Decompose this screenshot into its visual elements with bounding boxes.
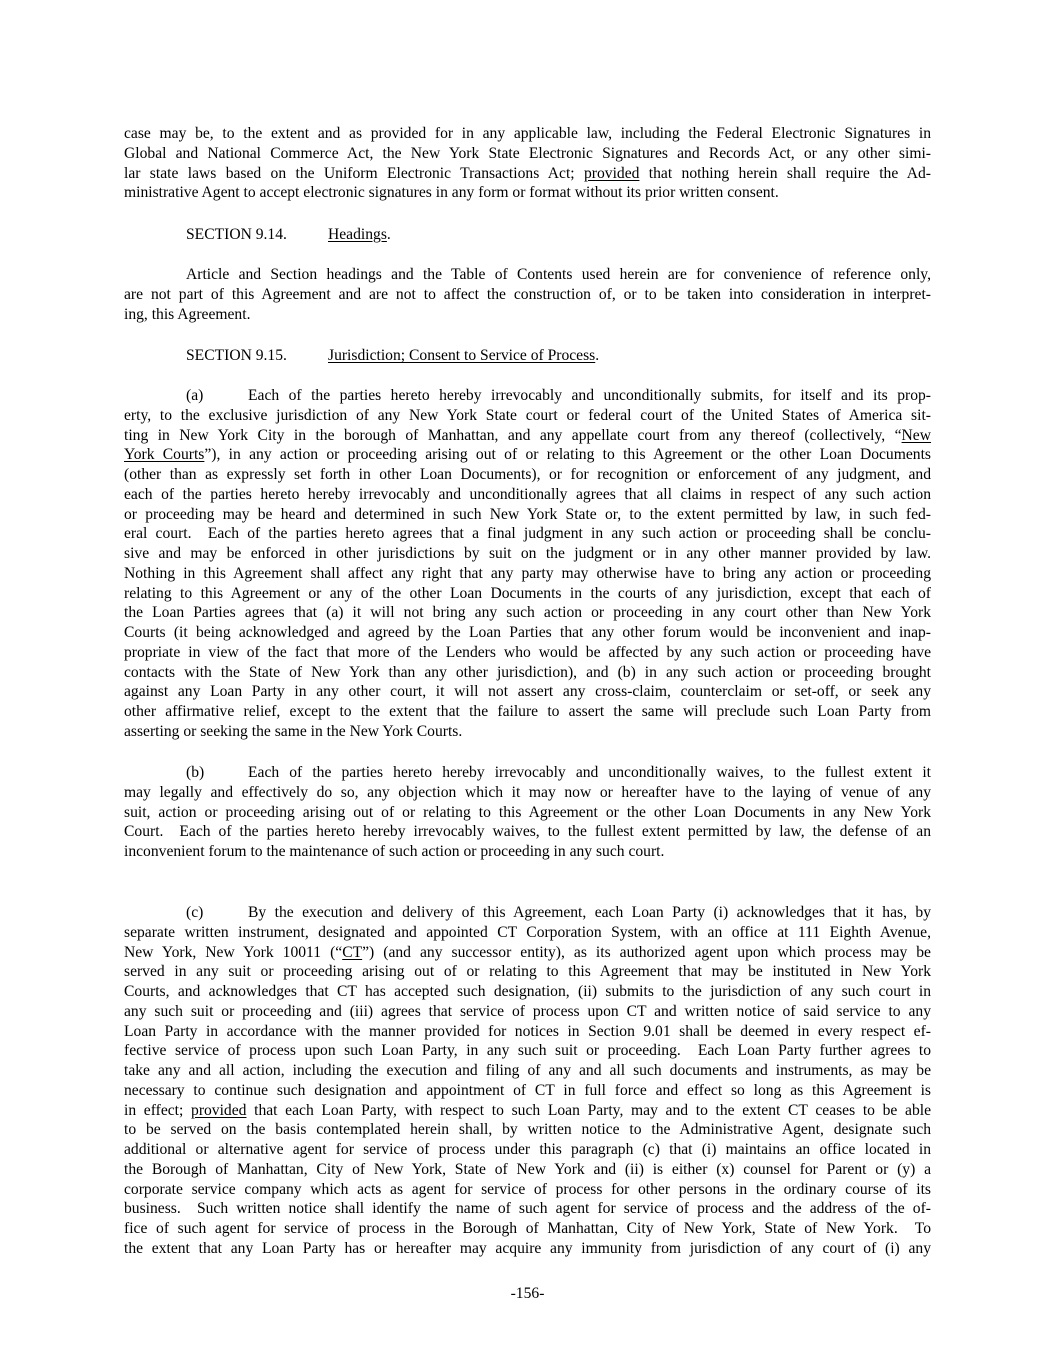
text-line: to be served on the basis contemplated herein shall, by written notice to the Administrative Agent, designate such: [124, 1121, 931, 1139]
provided-term: provided: [191, 1101, 247, 1119]
text-line: relating to this Agreement or any of the other Loan Documents in the courts of any jurisdiction, except that each of: [124, 584, 931, 602]
text-line: are not part of this Agreement and are not to affect the construction of, or to be taken into consideration in interpret-: [124, 285, 931, 303]
paragraph-marker: (b): [186, 764, 205, 781]
section-9-14-heading: SECTION 9.14. Headings.: [186, 226, 391, 243]
text-line: erty, to the exclusive jurisdiction of any New York State court or federal court of the United States of America sit-: [124, 406, 931, 424]
paragraph-marker: (a): [186, 387, 204, 404]
text-line: case may be, to the extent and as provided for in any applicable law, including the Federal Electronic Signatures in: [124, 125, 931, 142]
text-line: other affirmative relief, except to the extent that the failure to assert the same will preclude such Loan Party from: [124, 703, 931, 720]
text-line: the Borough of Manhattan, City of New York, State of New York and (ii) is either (x) counsel for Parent or (y) a: [124, 1160, 931, 1178]
text-line: (a) Each of the parties hereto hereby irrevocably and unconditionally submits, for itself and its prop-: [186, 387, 931, 404]
text-line: eral court. Each of the parties hereto agrees that a final judgment in any such action or proceeding shall be conclu-: [124, 525, 931, 543]
provided-term: provided: [583, 164, 640, 182]
text-line: (c) By the execution and delivery of this Agreement, each Loan Party (i) acknowledges that it has, by: [186, 904, 931, 921]
text-line: asserting or seeking the same in the New York Courts.: [124, 722, 463, 740]
text-line: (b) Each of the parties hereto hereby irrevocably and unconditionally waives, to the fullest extent it: [186, 764, 931, 781]
carryover-paragraph: [124, 124, 931, 203]
text-line: York Courts”), in any action or proceeding arising out of or relating to this Agreement or the other Loan Documents: [124, 446, 931, 464]
ct-term: CT: [342, 943, 363, 961]
paragraph-c: [124, 903, 931, 1259]
text-line: served in any suit or proceeding arising out of or relating to this Agreement that may be instituted in New York: [124, 963, 931, 981]
text-line: Court. Each of the parties hereto hereby irrevocably waives, to the fullest extent permitted by law, the defense of an: [124, 823, 931, 841]
text-line: fective service of process upon such Loan Party, in any such suit or proceeding. Each Loan Party further agrees to: [124, 1042, 931, 1060]
text-line: in effect; provided that each Loan Party, with respect to such Loan Party, may and to the extent CT ceases to be able: [124, 1101, 931, 1119]
text-line: the Loan Parties agrees that (a) it will not bring any such action or proceeding in any court other than New York: [124, 604, 931, 622]
text-line: Courts (it being acknowledged and agreed by the Loan Parties that any other forum would be inconvenient and inap-: [124, 624, 931, 641]
text-line: contacts with the State of New York than any other jurisdiction), and (b) in any such action or proceeding brought: [124, 663, 931, 681]
text-line: Loan Party in accordance with the manner provided for notices in Section 9.01 shall be deemed in every respect ef-: [124, 1022, 931, 1040]
section-title: Jurisdiction; Consent to Service of Process: [328, 347, 596, 364]
text-line: separate written instrument, designated and appointed CT Corporation System, with an office at 111 Eighth Avenue,: [124, 923, 931, 941]
page-number: -156-: [510, 1285, 545, 1302]
text-line: propriate in view of the fact that more of the Lenders who would be affected by any such action or proceeding have: [124, 643, 931, 661]
text-line: suit, action or proceeding arising out of or relating to this Agreement or the other Loan Documents in any New York: [124, 803, 931, 821]
text-line: the extent that any Loan Party has or hereafter may acquire any immunity from jurisdiction of any court of (i) any: [124, 1239, 931, 1257]
text-line: each of the parties hereto hereby irrevocably and unconditionally agrees that all claims in respect of any such action: [124, 485, 931, 503]
text-line: necessary to continue such designation and appointment of CT in full force and effect so long as this Agreement is: [124, 1081, 931, 1099]
text-line: lar state laws based on the Uniform Electronic Transactions Act; provided that nothing herein shall require the Ad-: [124, 164, 932, 182]
text-line: fice of such agent for service of process in the Borough of Manhattan, City of New York, State of New York. To: [124, 1220, 931, 1237]
text-line: any such suit or proceeding and (iii) agrees that service of process upon CT and written notice of said service to any: [124, 1002, 931, 1020]
new-york-courts-term: York Courts: [124, 446, 205, 464]
text-line: New York, New York 10011 (“CT”) (and any successor entity), as its authorized agent upon which process may be: [124, 943, 931, 961]
paragraph-marker: (c): [186, 904, 204, 921]
text-line: against any Loan Party in any other court, it will not assert any cross-claim, counterclaim or set-off, or seek any: [124, 683, 931, 701]
text-line: take any and all action, including the execution and filing of any and all such documents and instruments, as may be: [124, 1062, 931, 1079]
text-line: Article and Section headings and the Table of Contents used herein are for convenience of reference only,: [186, 266, 931, 283]
section-title: Headings: [328, 226, 387, 243]
text-line: inconvenient forum to the maintenance of such action or proceeding in any such court.: [124, 843, 665, 860]
text-line: ministrative Agent to accept electronic signatures in any form or format without its prior written consent.: [124, 184, 779, 202]
text-line: (other than as expressly set forth in other Loan Documents), or for recognition or enforcement of any judgment, and: [124, 466, 931, 483]
text-line: ting in New York City in the borough of Manhattan, and any appellate court from any thereof (collectively, “New: [124, 426, 931, 444]
text-line: may legally and effectively do so, any objection which it may now or hereafter have to the laying of venue of any: [124, 783, 931, 801]
text-line: ing, this Agreement.: [124, 305, 251, 323]
text-line: additional or alternative agent for service of process under this paragraph (c) that (i) maintains an office located in: [124, 1141, 931, 1158]
section-9-15-heading: SECTION 9.15. Jurisdiction; Consent to Service of Process.: [186, 347, 600, 364]
text-line: corporate service company which acts as agent for service of process for other persons in the ordinary course of its: [124, 1180, 931, 1198]
new-york-courts-term: New: [901, 426, 931, 444]
text-line: sive and may be enforced in other jurisdictions by suit on the judgment or in any other manner provided by law.: [124, 545, 931, 562]
section-9-14-paragraph: [124, 265, 931, 324]
paragraph-b: [124, 763, 931, 862]
text-line: or proceeding may be heard and determined in such New York State or, to the extent permitted by law, in such fed-: [124, 505, 931, 523]
text-line: business. Such written notice shall identify the name of such agent for service of process and the address of the of-: [124, 1200, 931, 1218]
text-line: Courts, and acknowledges that CT has accepted such designation, (ii) submits to the jurisdiction of any such court in: [124, 983, 931, 1000]
text-line: Global and National Commerce Act, the New York State Electronic Signatures and Records Act, or any other simi-: [124, 144, 931, 162]
text-line: Nothing in this Agreement shall affect any right that any party may otherwise have to bring any action or proceeding: [124, 564, 931, 582]
paragraph-a: [124, 386, 931, 742]
